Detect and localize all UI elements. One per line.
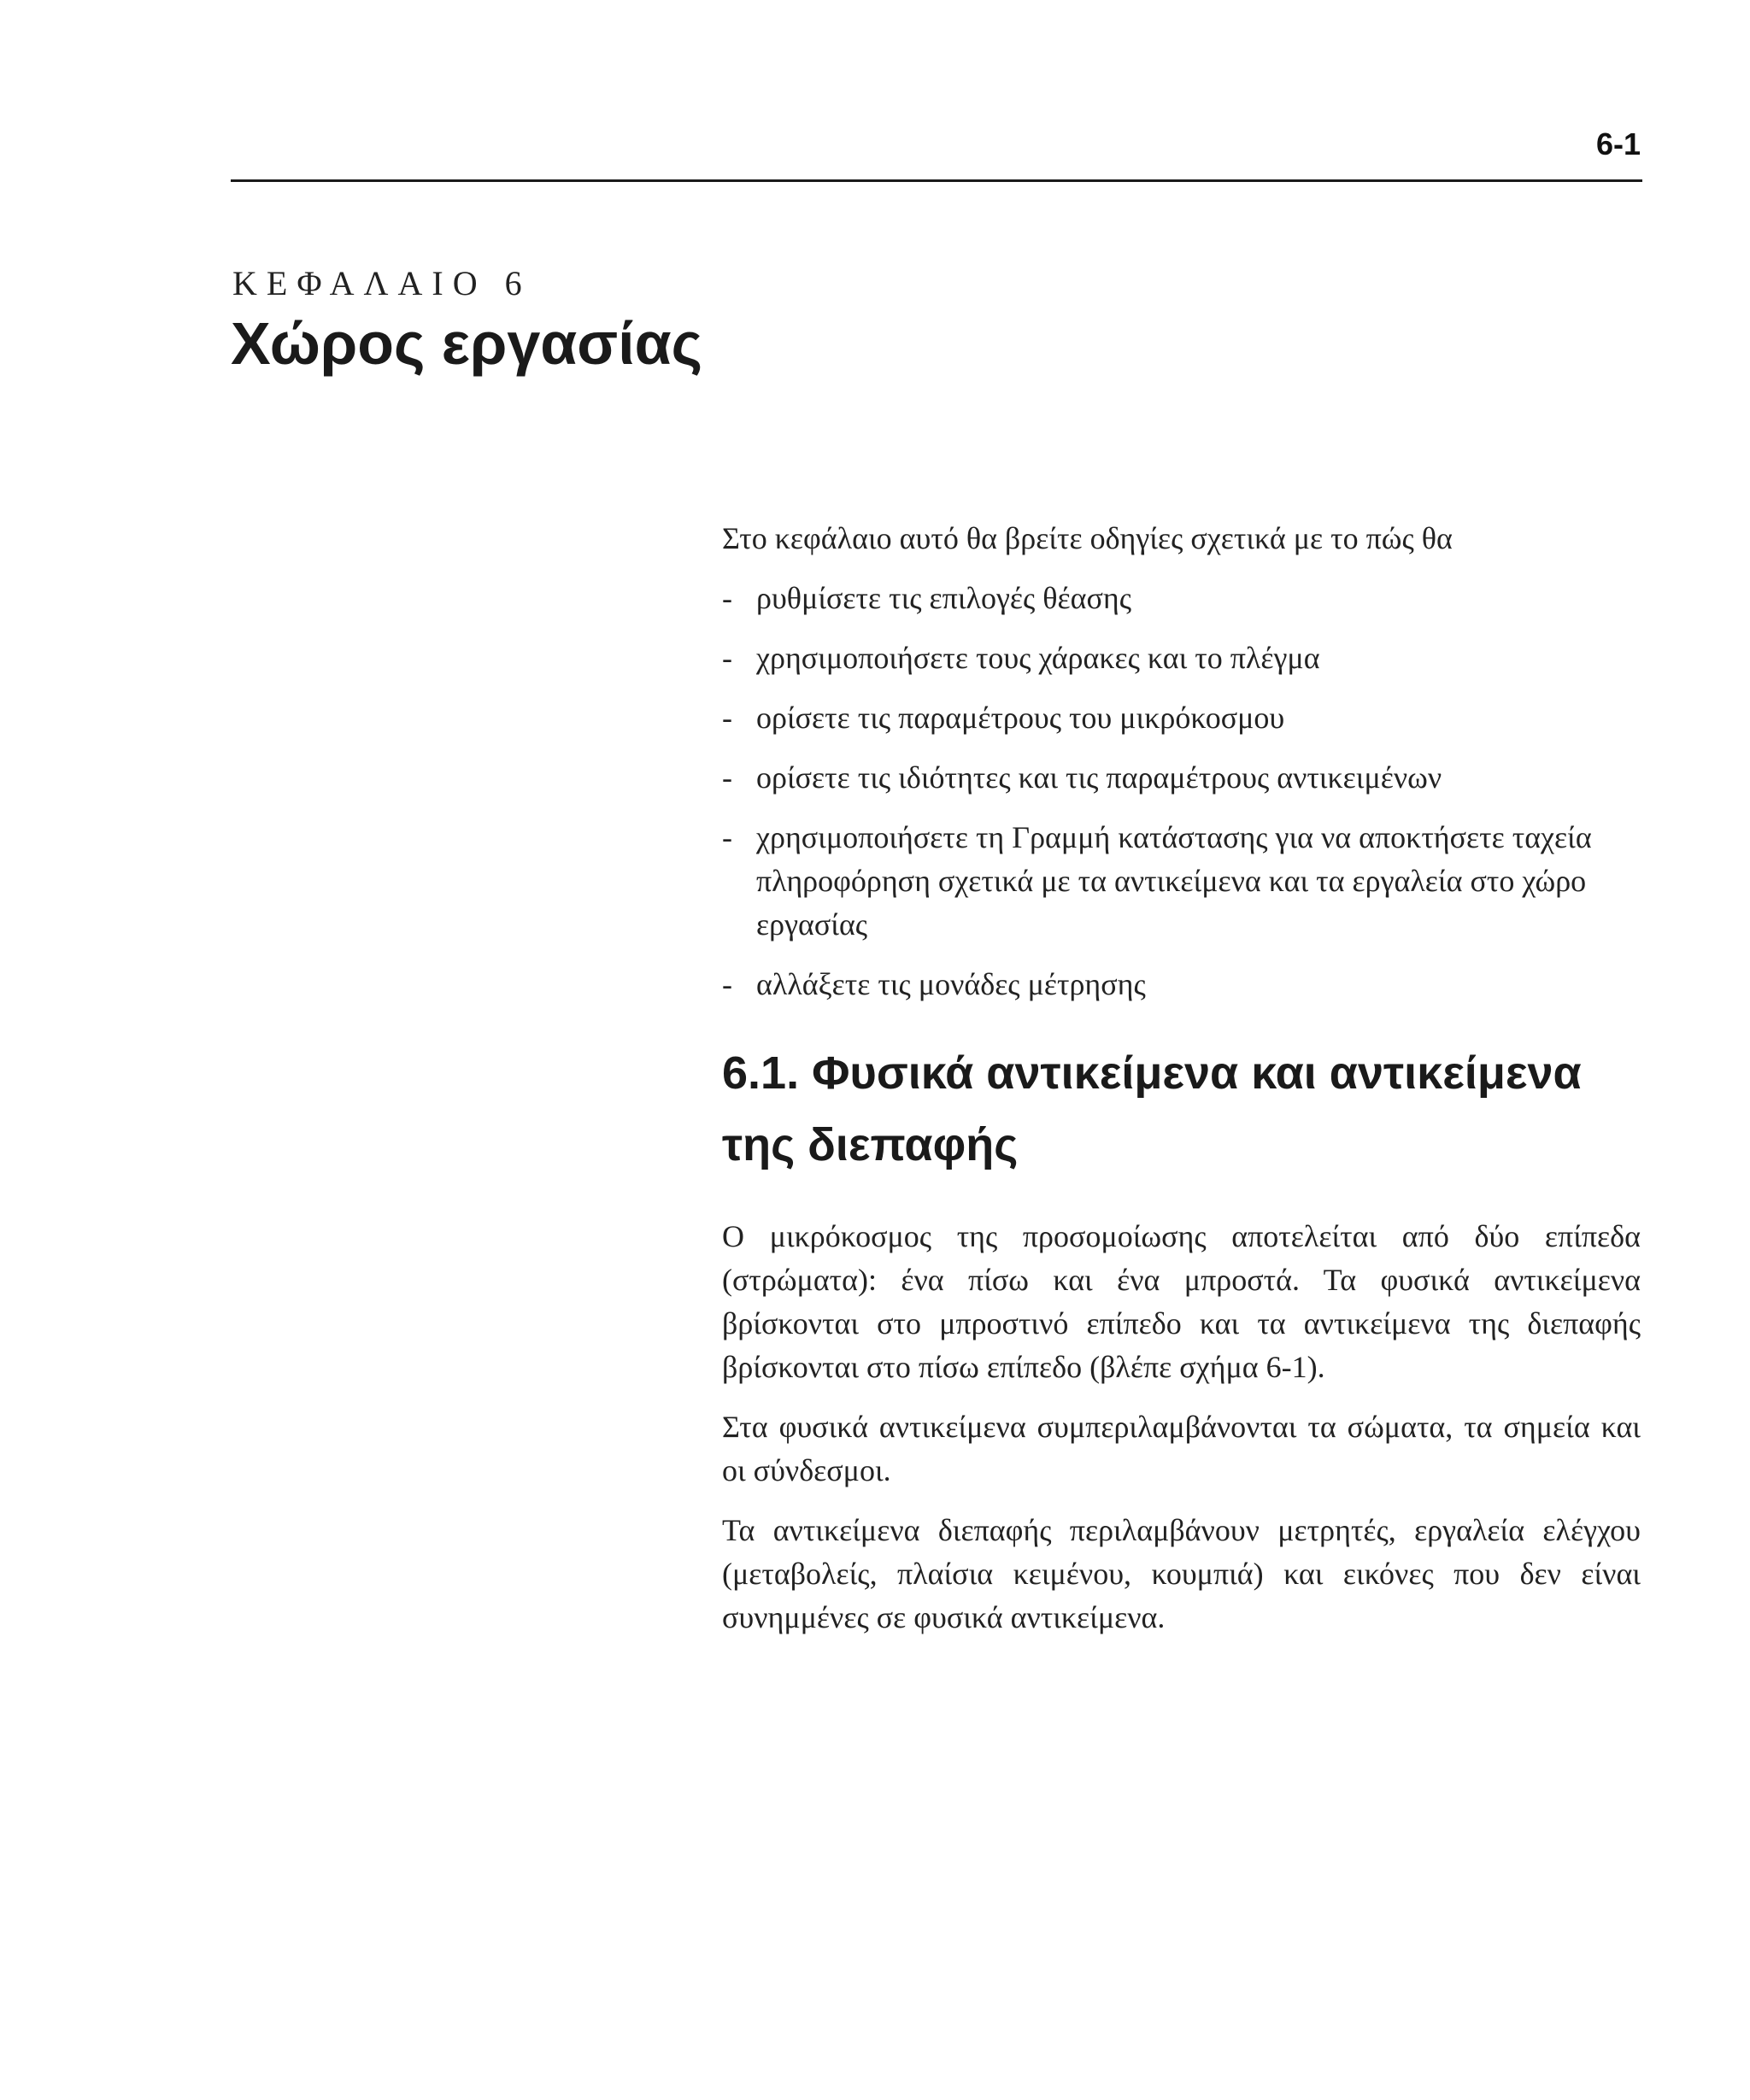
list-item-text: ρυθμίσετε τις επιλογές θέασης [756, 581, 1131, 615]
section-heading: 6.1. Φυσικά αντικείμενα και αντικείμενα της διεπαφής [722, 1047, 1582, 1170]
list-item-text: χρησιμοποιήσετε τη Γραμμή κατάστασης για να αποκτήσετε ταχεία πληροφόρηση σχετικά με τα αντικείμενα και τα εργαλεία στο χώρο εργασίας [756, 820, 1592, 941]
list-item [722, 963, 1641, 1006]
chapter-title: Χώρος εργασίας [231, 310, 703, 377]
bullet-dash: - [722, 820, 732, 854]
bullet-dash: - [722, 967, 732, 1001]
bullet-dash: - [722, 760, 732, 795]
list-item [722, 816, 1641, 947]
bullet-dash: - [722, 701, 732, 735]
list-item-text: ορίσετε τις ιδιότητες και τις παραμέτρους αντικειμένων [756, 760, 1442, 795]
page-number: 6-1 [1595, 126, 1641, 161]
section-paragraph: Στα φυσικά αντικείμενα συμπεριλαμβάνονται τα σώματα, τα σημεία και οι σύνδεσμοι. [722, 1410, 1641, 1487]
bullet-dash: - [722, 641, 732, 675]
list-item [722, 577, 1641, 620]
list-item [722, 696, 1641, 740]
chapter-label: ΚΕΦΑΛΑΙΟ 6 [232, 264, 531, 302]
list-item-text: χρησιμοποιήσετε τους χάρακες και το πλέγμα [756, 641, 1320, 675]
header-rule [231, 179, 1642, 182]
main-content [722, 517, 1641, 1656]
list-item [722, 636, 1641, 680]
list-item-text: ορίσετε τις παραμέτρους του μικρόκοσμου [756, 701, 1285, 735]
intro-paragraph: Στο κεφάλαιο αυτό θα βρείτε οδηγίες σχετικά με το πώς θα [722, 521, 1453, 555]
section-paragraph: Ο μικρόκοσμος της προσομοίωσης αποτελείται από δύο επίπεδα (στρώματα): ένα πίσω και ένα μπροστά. Τα φυσικά αντικείμενα βρίσκονται στο μπροστινό επίπεδο και τα αντικείμενα της διεπαφής βρίσκονται στο πίσω επίπεδο (βλέπε σχήμα 6-1). [722, 1219, 1641, 1384]
bullet-dash: - [722, 581, 732, 615]
list-item-text: αλλάξετε τις μονάδες μέτρησης [756, 967, 1146, 1001]
section-paragraph: Τα αντικείμενα διεπαφής περιλαμβάνουν μετρητές, εργαλεία ελέγχου (μεταβολείς, πλαίσια κειμένου, κουμπιά) και εικόνες που δεν είναι συνημμένες σε φυσικά αντικείμενα. [722, 1513, 1641, 1634]
objectives-list [722, 577, 1641, 1006]
list-item [722, 756, 1641, 800]
